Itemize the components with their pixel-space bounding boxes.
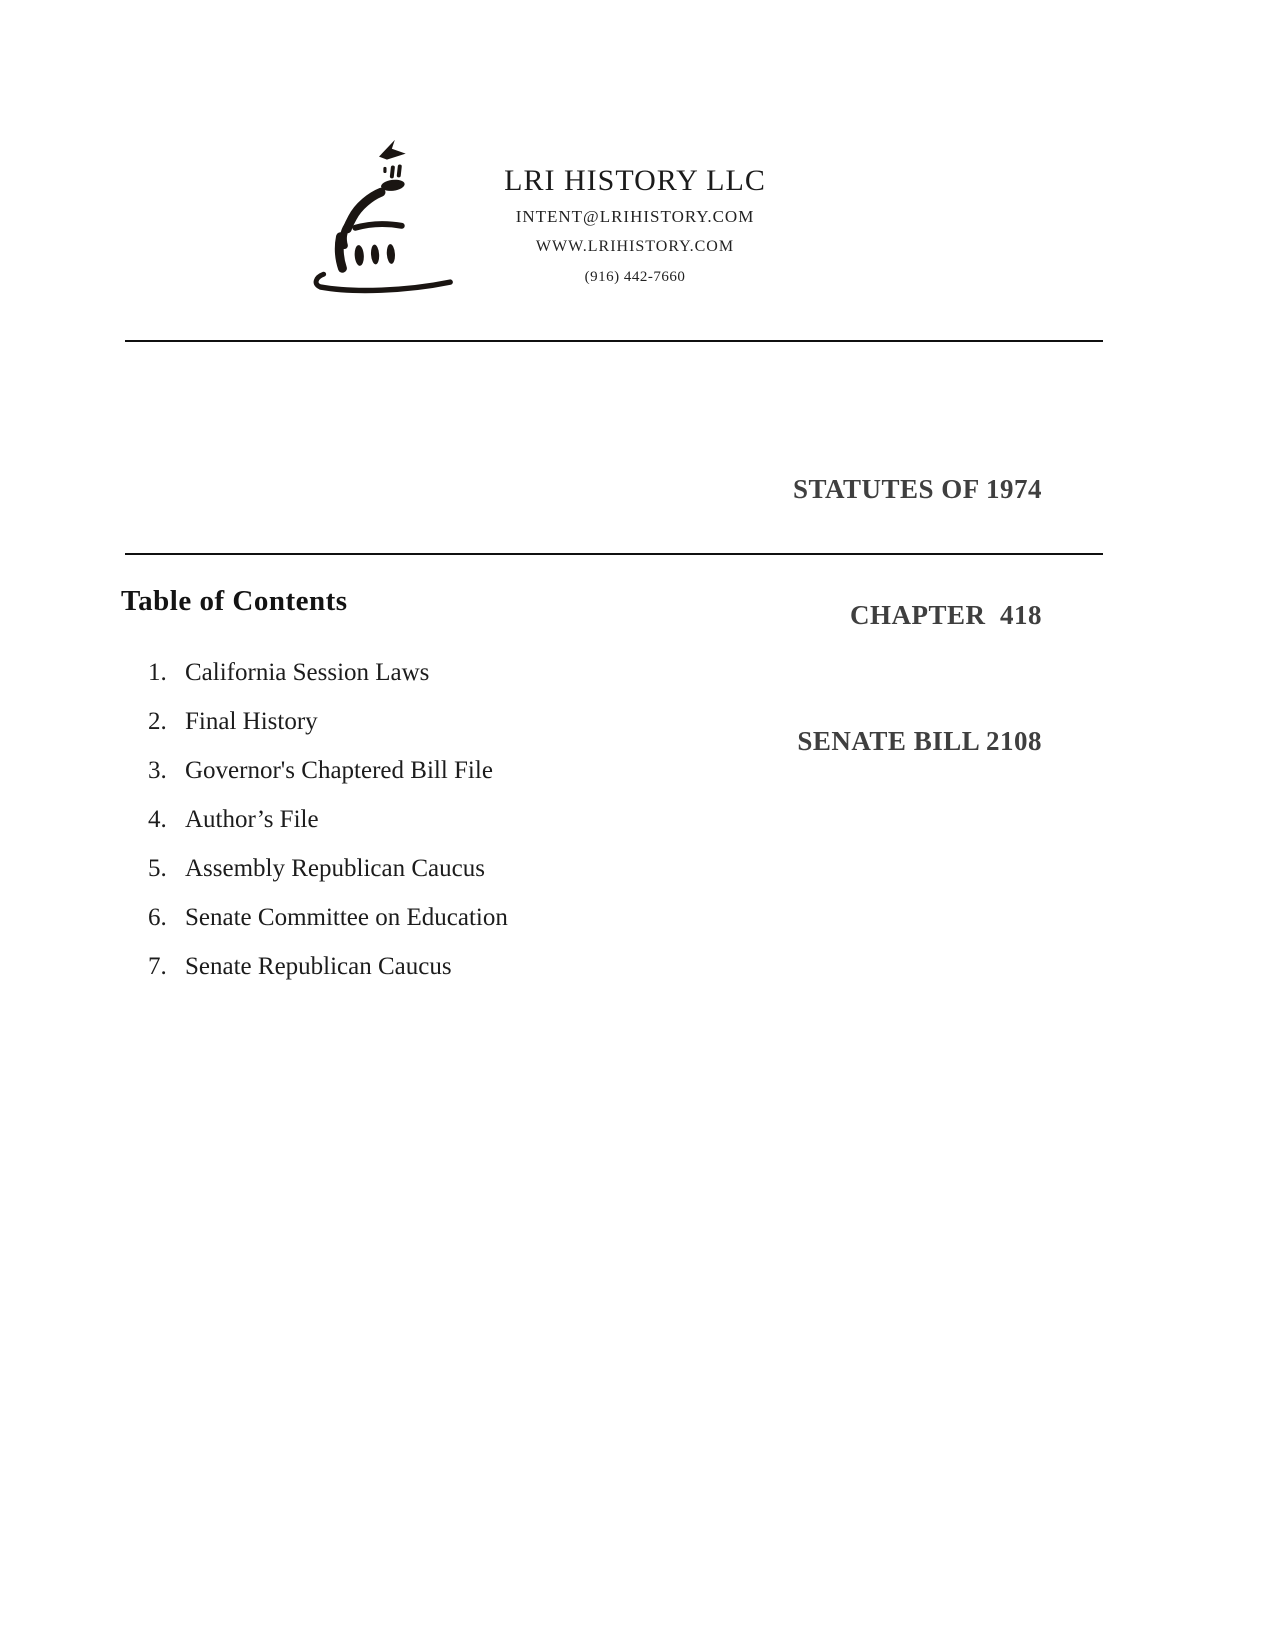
toc-title: Table of Contents [121,585,348,617]
toc-item [148,893,848,942]
toc-item-number: 4. [148,805,167,833]
toc-item [148,746,848,795]
toc-item-label: Senate Republican Caucus [185,952,452,980]
toc-item [148,942,848,991]
toc-item-number: 7. [148,952,167,980]
capitol-dome-logo-icon [296,126,464,294]
toc-item [148,648,848,697]
toc-item-label: Final History [185,707,318,735]
brand-block [460,160,810,292]
toc-item [148,844,848,893]
toc-item-label: Author’s File [185,805,319,833]
toc-item-label: Senate Committee on Education [185,903,508,931]
toc-item [148,697,848,746]
toc-item-label: Assembly Republican Caucus [185,854,485,882]
toc-item-number: 5. [148,854,167,882]
statutes-line: STATUTES OF 1974 [792,474,1042,504]
senate-bill-line: SENATE BILL 2108 [797,726,1042,756]
toc-item-number: 1. [148,658,167,686]
toc-item-number: 2. [148,707,167,735]
company-website: WWW.LRIHISTORY.COM [535,238,735,255]
toc-item-label: California Session Laws [185,658,430,686]
toc-item-label: Governor's Chaptered Bill File [185,756,493,784]
toc-item-number: 6. [148,903,167,931]
company-name: LRI HISTORY LLC [504,164,766,197]
chapter-line: CHAPTER 418 [849,600,1042,630]
divider-bottom [125,553,1103,555]
toc-item [148,795,848,844]
company-email: INTENT@LRIHISTORY.COM [515,207,755,226]
toc-list [148,648,848,991]
toc-item-number: 3. [148,756,167,784]
divider-top [125,340,1103,342]
company-phone: (916) 442-7660 [584,269,686,285]
